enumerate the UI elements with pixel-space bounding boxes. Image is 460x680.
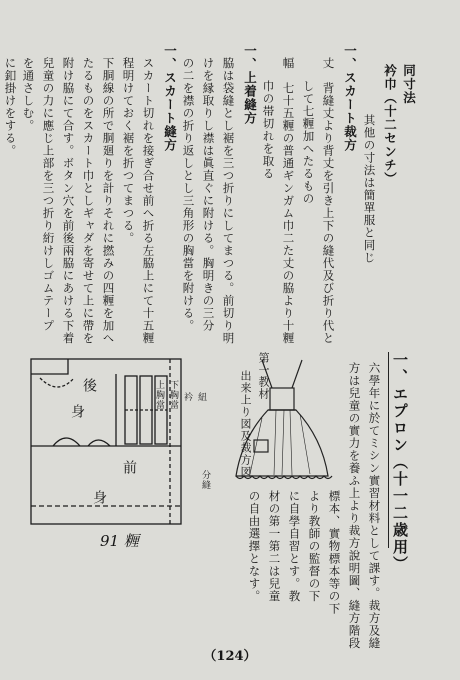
strip-label-2: 下胸當: [168, 380, 178, 410]
skirt-cut-heading: 一、スカート裁方: [342, 44, 358, 152]
apron-text-6: 材の第一第二は兒童: [267, 490, 282, 603]
strip-label-4: 紐: [196, 392, 206, 402]
skirt-sewing-text-4: たるものをスカート巾としギャダを寄せて上に帶を: [81, 57, 96, 345]
diagram-note-1: 第一教材: [257, 352, 270, 400]
skirt-sewing-text-2: 程明けておく裾を折つてまつる。: [121, 57, 136, 245]
skirt-sewing-text-8: に釦掛けをする。: [3, 57, 18, 157]
section-heading-sizes: 同寸法: [401, 64, 417, 105]
upper-sewing-text-3: の二を襟の折り返しとし三角形の胸當を附ける。: [181, 57, 196, 332]
skirt-sewing-text-6: 兒童の力に應じ上部を三つ折り絎けしゴムテープ: [41, 57, 56, 332]
strip-label-1: 上胸當: [154, 380, 164, 410]
skirt-sewing-text-5: 附け脇にて合す。ボタン穴を前後兩脇にあける下着: [61, 57, 76, 345]
apron-text-4: より教師の監督の下: [307, 490, 322, 603]
skirt-width-text: 幅 七十五糎の普通ギンガム巾二た丈の脇より十糎: [281, 57, 296, 345]
diagram-note-2: 出来上り図及裁方図: [239, 370, 252, 478]
other-sizes-text: 其他の寸法は簡單服と同じ: [362, 114, 377, 264]
pattern-diagram: [28, 356, 218, 541]
apron-text-2: 方は兒童の實力を養ふ上より裁方說明圖、縫方階段: [347, 362, 362, 650]
apron-text-1: 六學年に於てミシン實習材料として課す。裁方及縫: [367, 362, 382, 650]
apron-text-3: 標本、實物標本等の下: [327, 490, 342, 615]
strip-label-5: 分縫: [200, 470, 210, 490]
apron-text-5: に自學自習とす。教: [287, 490, 302, 603]
heading-rule: [388, 352, 389, 548]
back-panel-label: 後: [81, 378, 97, 393]
waist-band-text: 巾の帯切れを取る: [261, 80, 276, 180]
upper-sewing-text-1: 脇は袋縫とし裾を三つ折りにしてまつる。前切り明: [221, 57, 236, 345]
apron-text-7: の自由選擇となす。: [247, 490, 262, 603]
skirt-length-text-2: して七糎加へたるもの: [301, 80, 316, 205]
skirt-sewing-text-3: 下胴線の所で胴廻りを計りそれに撚みの四糎を加へ: [101, 57, 116, 345]
upper-sewing-heading: 一、上着縫方: [242, 44, 258, 125]
front-body-label: 身: [91, 490, 107, 505]
dimension-label: 91 糎: [100, 532, 139, 550]
page-number: （124）: [203, 649, 257, 664]
strip-label-3: 衿: [182, 392, 192, 402]
skirt-sewing-text-7: を通さしむ。: [21, 57, 36, 132]
skirt-sewing-text-1: スカート切れを接ぎ合せ前へ折る左脇上にて十五糎: [141, 57, 156, 345]
skirt-sewing-heading: 一、スカート縫方: [162, 44, 178, 152]
front-panel-label: 前: [121, 460, 137, 475]
skirt-length-text-1: 丈 背縫丈より背丈を引き上下の縫代及び折り代と: [321, 57, 336, 345]
apron-heading: 一、エプロン（十一二歳用）: [391, 352, 409, 573]
collar-width-label: 衿巾（十二センチ）: [382, 64, 398, 186]
apron-strap-right: [292, 360, 302, 388]
upper-sewing-text-2: けを縁取りし襟は眞直ぐに附ける。胸明きの三分: [201, 57, 216, 332]
apron-bib: [270, 388, 294, 410]
back-body-label: 身: [69, 404, 85, 419]
